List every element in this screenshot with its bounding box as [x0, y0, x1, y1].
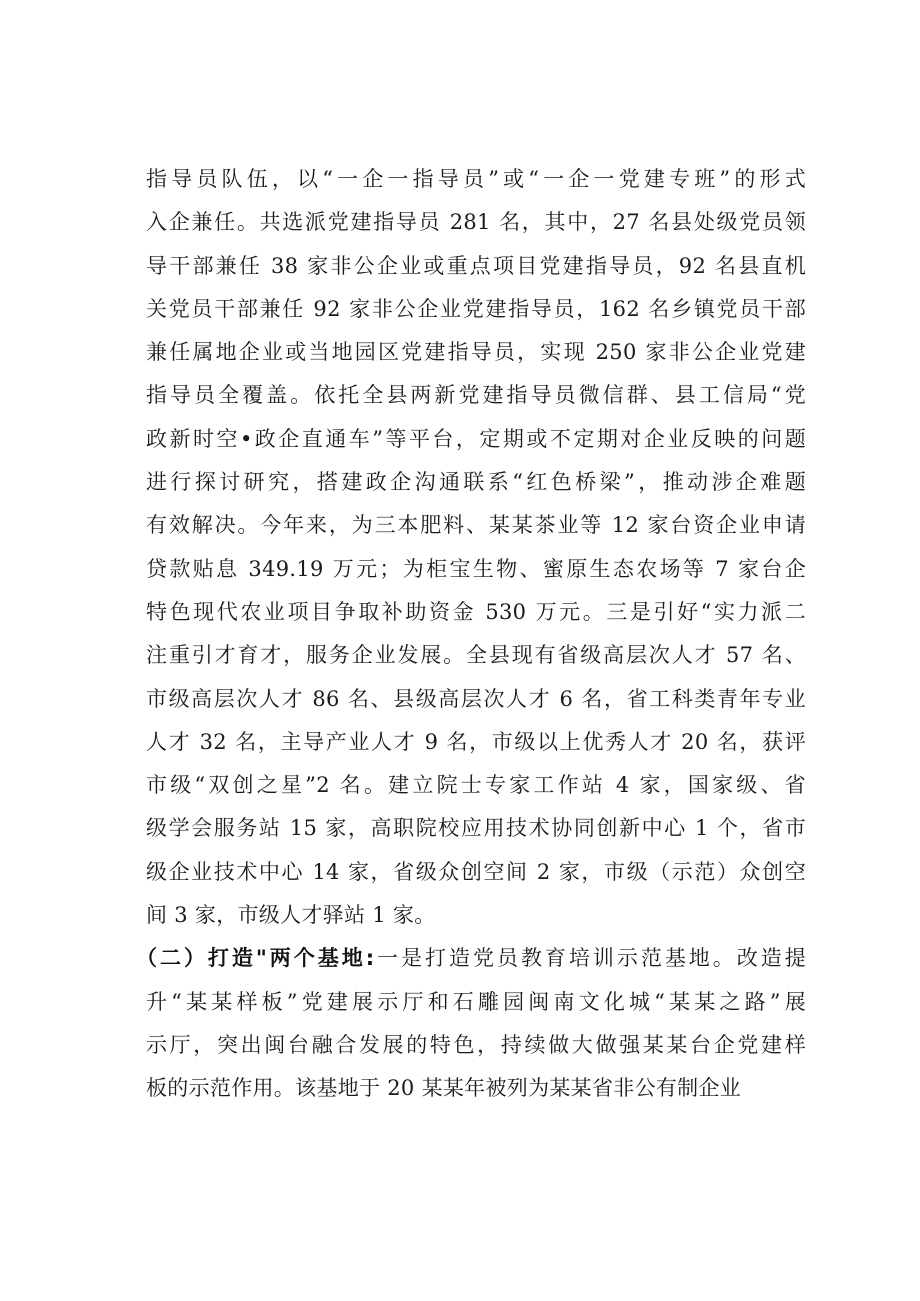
paragraph-line: 级学会服务站 15 家，高职院校应用技术协同创新中心 1 个，省市 [146, 816, 806, 841]
paragraph-line: 示厅，突出闽台融合发展的特色，持续做大做强某某台企党建样 [146, 1032, 806, 1057]
document-body [136, 158, 807, 1111]
paragraph-line: 指导员全覆盖。依托全县两新党建指导员微信群、县工信局“党 [146, 383, 806, 408]
paragraph-line: 注重引才育才，服务企业发展。全县现有省级高层次人才 57 名、 [146, 643, 806, 668]
paragraph-line: 有效解决。今年来，为三本肥料、某某茶业等 12 家台资企业申请 [146, 513, 806, 538]
paragraph-line: 导干部兼任 38 家非公企业或重点项目党建指导员，92 名县直机 [146, 253, 806, 278]
paragraph-line: 升“某某样板”党建展示厅和石雕园闽南文化城“某某之路”展 [146, 989, 806, 1014]
section-first-line [136, 937, 806, 980]
paragraph-line: 指导员队伍，以“一企一指导员”或“一企一党建专班”的形式 [146, 167, 806, 191]
paragraph-line: 关党员干部兼任 92 家非公企业党建指导员，162 名乡镇党员干部 [146, 296, 806, 321]
paragraph-line: 市级“双创之星”2 名。建立院士专家工作站 4 家，国家级、省 [146, 773, 806, 798]
section-first-text: 一是打造党员教育培训示范基地。改造提 [374, 946, 807, 971]
paragraph-line: 市级高层次人才 86 名、县级高层次人才 6 名，省工科类青年专业 [146, 686, 806, 711]
paragraph-line: 进行探讨研究，搭建政企沟通联系“红色桥梁”，推动涉企难题 [146, 470, 806, 495]
paragraph-line: 入企兼任。共选派党建指导员 281 名，其中，27 名县处级党员领 [146, 210, 806, 235]
paragraph-line: 板的示范作用。该基地于 20 某某年被列为某某省非公有制企业 [146, 1076, 742, 1101]
paragraph-line: 政新时空•政企直通车”等平台，定期或不定期对企业反映的问题 [146, 426, 806, 451]
paragraph-line: 间 3 家，市级人才驿站 1 家。 [146, 903, 436, 928]
paragraph-line: 贷款贴息 349.19 万元；为柜宝生物、蜜原生态农场等 7 家台企 [146, 556, 806, 581]
paragraph-line: 兼任属地企业或当地园区党建指导员，实现 250 家非公企业党建 [146, 340, 806, 365]
paragraph-line: 人才 32 名，主导产业人才 9 名，市级以上优秀人才 20 名，获评 [146, 729, 806, 754]
paragraph-line: 特色现代农业项目争取补助资金 530 万元。三是引好“实力派二 [146, 599, 806, 624]
paragraph-line: 级企业技术中心 14 家，省级众创空间 2 家，市级（示范）众创空 [146, 859, 806, 884]
section-heading: （二）打造"两个基地: [136, 946, 375, 971]
